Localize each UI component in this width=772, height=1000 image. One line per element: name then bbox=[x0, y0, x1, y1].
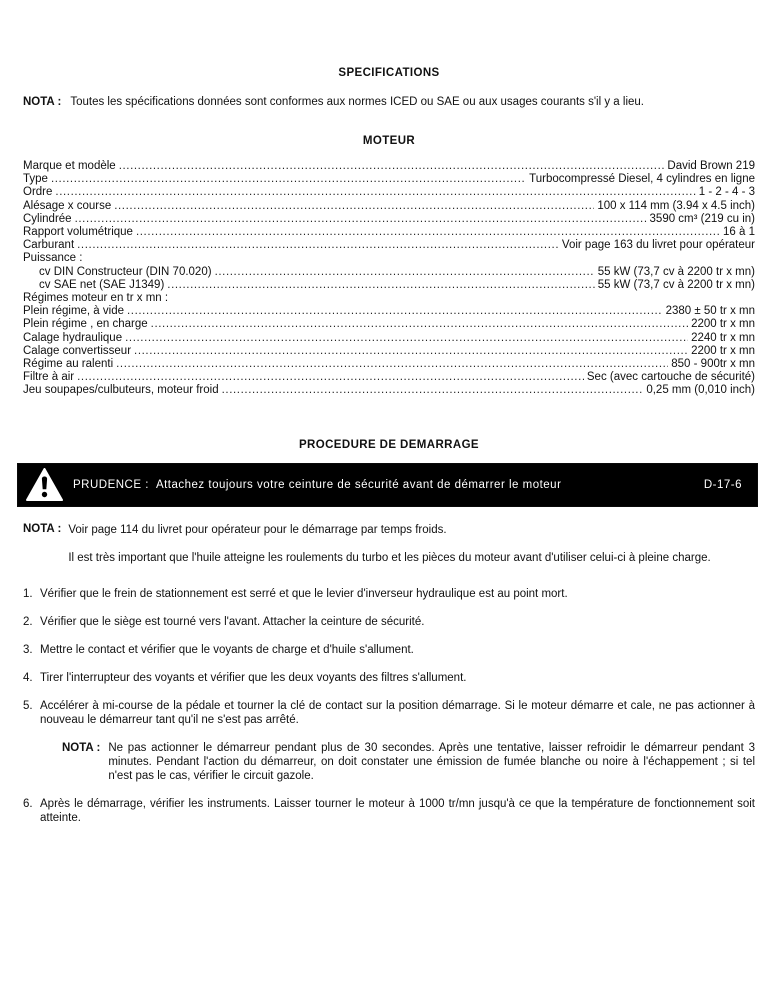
step-body bbox=[40, 699, 755, 783]
spec-value: 16 à 1 bbox=[723, 226, 755, 239]
spec-leader-dots bbox=[222, 384, 644, 397]
step-body bbox=[40, 671, 755, 685]
spec-value: 850 - 900tr x mn bbox=[671, 358, 755, 371]
spec-row bbox=[23, 239, 755, 252]
spec-row bbox=[23, 200, 755, 213]
procedure-nota bbox=[23, 523, 755, 565]
spec-label: Cylindrée bbox=[23, 212, 72, 225]
step-text: Vérifier que le siège est tourné vers l'avant. Attacher la ceinture de sécurité. bbox=[40, 615, 425, 628]
warning-label: PRUDENCE : bbox=[73, 478, 149, 491]
spec-leader-dots bbox=[151, 318, 688, 331]
spec-value: 2200 tr x mn bbox=[691, 318, 755, 331]
step-item bbox=[23, 671, 755, 685]
spec-label: Carburant bbox=[23, 239, 75, 252]
nota-top bbox=[23, 96, 755, 108]
spec-label: Marque et modèle bbox=[23, 160, 116, 172]
spec-label: Jeu soupapes/culbuteurs, moteur froid bbox=[23, 384, 219, 397]
spec-value: 2200 tr x mn bbox=[691, 344, 755, 357]
spec-value: Turbocompressé Diesel, 4 cylindres en ligne bbox=[529, 173, 755, 186]
spec-leader-dots bbox=[114, 200, 594, 213]
spec-leader-dots bbox=[167, 279, 594, 292]
spec-row bbox=[23, 173, 755, 186]
step-text: Mettre le contact et vérifier que le voyants de charge et d'huile s'allument. bbox=[40, 643, 414, 656]
spec-leader-dots bbox=[119, 160, 665, 173]
page-title: SPECIFICATIONS bbox=[338, 67, 440, 79]
spec-row bbox=[23, 186, 755, 199]
nota-label: NOTA : bbox=[62, 741, 101, 754]
step-number: 6. bbox=[23, 797, 33, 810]
spec-label: Puissance : bbox=[23, 252, 83, 265]
spec-value: David Brown 219 bbox=[667, 160, 755, 172]
spec-value: 2380 ± 50 tr x mn bbox=[665, 305, 755, 318]
spec-label: Type bbox=[23, 173, 48, 186]
spec-row bbox=[23, 332, 755, 345]
spec-leader-dots bbox=[215, 266, 595, 279]
spec-leader-dots bbox=[77, 239, 559, 252]
step-body bbox=[40, 797, 755, 825]
spec-row bbox=[23, 384, 755, 397]
nota-line: Voir page 114 du livret pour opérateur pour le démarrage par temps froids. bbox=[68, 523, 447, 536]
spec-label: Alésage x course bbox=[23, 199, 112, 212]
spec-row bbox=[23, 305, 755, 318]
step-item bbox=[23, 643, 755, 657]
spec-leader-dots bbox=[134, 345, 688, 358]
step-number: 4. bbox=[23, 671, 33, 684]
spec-label: Calage convertisseur bbox=[23, 344, 132, 357]
spec-leader-dots bbox=[55, 186, 695, 199]
step-item bbox=[23, 797, 755, 825]
nota-text: Ne pas actionner le démarreur pendant plus de 30 secondes. Après une tentative, laisser refroidir le démarreur pendant 3 minutes. Pendant l'action du démarreur, on doit constater une émission de fumée blanche ou noire à l'échappement ; si tel n'est pas le cas, vérifier le circuit gazole. bbox=[108, 741, 755, 782]
spec-label: Ordre bbox=[23, 186, 53, 199]
spec-label: Filtre à air bbox=[23, 371, 75, 384]
nota-text: Toutes les spécifications données sont conformes aux normes ICED ou SAE ou aux usages courants s'il y a lieu. bbox=[70, 96, 644, 108]
warning-code: D-17-6 bbox=[703, 478, 742, 491]
step-item bbox=[23, 699, 755, 783]
spec-leader-dots bbox=[127, 305, 663, 318]
spec-label: Plein régime , en charge bbox=[23, 318, 148, 331]
step-number: 1. bbox=[23, 587, 33, 600]
spec-value: Sec (avec cartouche de sécurité) bbox=[586, 371, 755, 384]
nota-label: NOTA : bbox=[23, 522, 62, 535]
spec-value: 2240 tr x mn bbox=[691, 331, 755, 344]
step-body bbox=[40, 615, 755, 629]
spec-label: Calage hydraulique bbox=[23, 331, 123, 344]
spec-row bbox=[23, 358, 755, 371]
step-item bbox=[23, 587, 755, 601]
step-nota bbox=[62, 741, 755, 783]
step-number: 2. bbox=[23, 615, 33, 628]
spec-row bbox=[23, 292, 755, 305]
step-text: Tirer l'interrupteur des voyants et vérifier que les deux voyants des filtres s'allument. bbox=[40, 671, 467, 684]
spec-value: Voir page 163 du livret pour opérateur bbox=[561, 239, 755, 252]
warning-triangle-icon bbox=[26, 468, 63, 501]
spec-value: 1 - 2 - 4 - 3 bbox=[698, 186, 755, 199]
step-text: Accélérer à mi-course de la pédale et tourner la clé de contact sur la position démarrage. Si le moteur démarre et cale, ne pas actionner à nouveau le démarreur tant qu'il ne s'est pas arrêté. bbox=[40, 699, 755, 726]
nota-label: NOTA : bbox=[23, 96, 62, 108]
spec-row bbox=[23, 279, 755, 292]
spec-row bbox=[23, 160, 755, 173]
step-number: 3. bbox=[23, 643, 33, 656]
step-item bbox=[23, 615, 755, 629]
spec-leader-dots bbox=[125, 332, 688, 345]
steps-list bbox=[23, 587, 755, 825]
moteur-heading: MOTEUR bbox=[362, 135, 416, 147]
step-body bbox=[40, 643, 755, 657]
spec-value: 55 kW (73,7 cv à 2200 tr x mn) bbox=[597, 278, 755, 291]
step-text: Après le démarrage, vérifier les instruments. Laisser tourner le moteur à 1000 tr/mn jusqu'à ce que la température de fonctionnement soit atteinte. bbox=[40, 797, 755, 824]
nota-paragraph: Il est très important que l'huile atteigne les roulements du turbo et les pièces du moteur avant d'utiliser celui-ci à pleine charge. bbox=[68, 551, 711, 564]
spec-leader-dots bbox=[116, 358, 668, 371]
nota-body bbox=[68, 523, 755, 565]
spec-label: Plein régime, à vide bbox=[23, 305, 124, 318]
spec-leader-dots bbox=[75, 213, 647, 226]
warning-banner bbox=[18, 464, 757, 506]
spec-value: 0,25 mm (0,010 inch) bbox=[646, 384, 755, 397]
spec-label: Rapport volumétrique bbox=[23, 226, 133, 239]
spec-leader-dots bbox=[136, 226, 720, 239]
step-text: Vérifier que le frein de stationnement est serré et que le levier d'inverseur hydraulique est au point mort. bbox=[40, 587, 568, 600]
warning-message: Attachez toujours votre ceinture de sécurité avant de démarrer le moteur bbox=[155, 478, 562, 491]
spec-row bbox=[23, 318, 755, 331]
procedure-heading: PROCEDURE DE DEMARRAGE bbox=[298, 438, 480, 451]
spec-label: Régime au ralenti bbox=[23, 358, 114, 371]
step-number: 5. bbox=[23, 699, 33, 712]
spec-row bbox=[23, 266, 755, 279]
spec-label: cv SAE net (SAE J1349) bbox=[39, 278, 165, 291]
spec-leader-dots bbox=[51, 173, 526, 186]
spec-value: 55 kW (73,7 cv à 2200 tr x mn) bbox=[597, 265, 755, 278]
spec-row bbox=[23, 345, 755, 358]
spec-label: Régimes moteur en tr x mn : bbox=[23, 292, 169, 305]
spec-list bbox=[23, 160, 755, 398]
spec-value: 100 x 114 mm (3.94 x 4.5 inch) bbox=[597, 199, 755, 212]
spec-row bbox=[23, 226, 755, 239]
spec-label: cv DIN Constructeur (DIN 70.020) bbox=[39, 265, 212, 278]
warning-text bbox=[73, 479, 692, 491]
spec-row bbox=[23, 213, 755, 226]
spec-row bbox=[23, 371, 755, 384]
spec-row bbox=[23, 252, 755, 265]
step-body bbox=[40, 587, 755, 601]
spec-value: 3590 cm³ (219 cu in) bbox=[649, 212, 755, 225]
spec-leader-dots bbox=[77, 371, 584, 384]
